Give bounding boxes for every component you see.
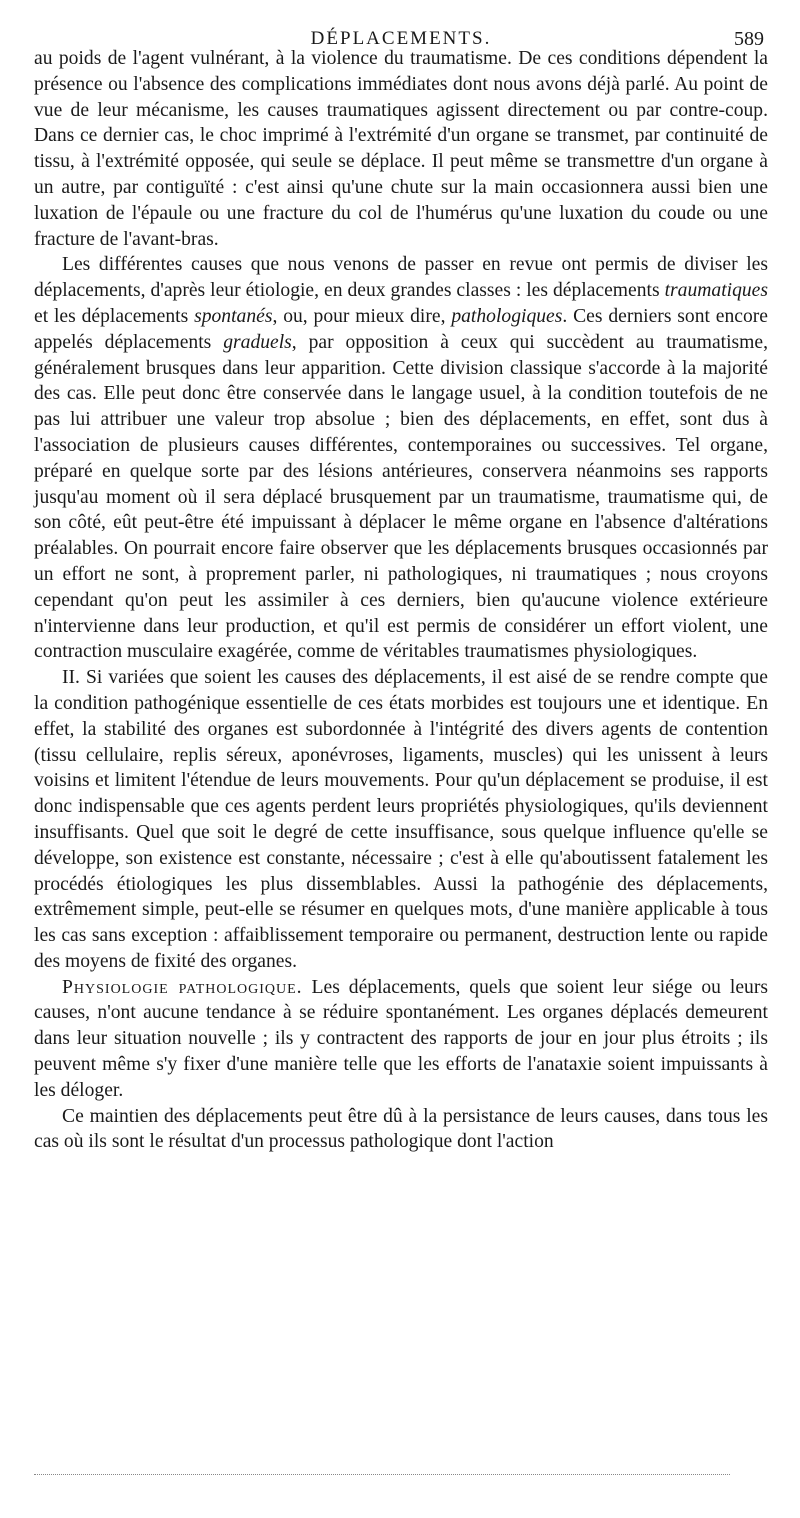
paragraph-5: Ce maintien des déplacements peut être dû à la persistance de leurs causes, dans tous les cas où ils sont le résultat d'un processus pathologique dont l'action <box>34 1105 768 1153</box>
paragraph-3: II. Si variées que soient les causes des déplacements, il est aisé de se rendre compte que la condition pathogénique essentielle de ces états morbides est toujours une et identique. En effet, la stabilité des organes est subordonnée à l'intégrité des divers agents de contention (tissu cellulaire, replis séreux, aponévroses, ligaments, muscles) qui les unissent à leurs voisins et limitent l'étendue de leurs mouvements. Pour qu'un déplacement se produise, il est donc indispensable que ces agents perdent leurs propriétés physiologiques, qu'ils deviennent insuffisants. Quel que soit le degré de cette insuffisance, sous quelque influence qu'elle se développe, son existence est constante, nécessaire ; c'est à elle qu'aboutissent fatalement les procédés étiologiques les plus dissemblables. Aussi la pathogénie des déplacements, extrêmement simple, peut-elle se résumer en quelques mots, d'une manière applicable à tous les cas sans exception : affaiblissement temporaire ou permanent, destruction lente ou rapide des moyens de fixité des organes. <box>34 667 768 972</box>
running-title: DÉPLACEMENTS. <box>310 28 492 49</box>
italic-term-graduels: graduels <box>223 331 292 353</box>
italic-term-pathologiques: pathologiques <box>451 305 563 327</box>
page-header <box>34 0 768 50</box>
italic-term-spontanes: spontanés <box>194 305 273 327</box>
text-run: et les déplacements <box>34 305 195 327</box>
footer-rule <box>34 1474 730 1475</box>
text-run: , ou, pour mieux dire, <box>272 305 452 327</box>
paragraph-2 <box>34 252 768 665</box>
text-run: , par opposition à ceux qui succèdent au traumatisme, généralement brusques dans leur apparition. Cette division classique s'accorde à la majorité des cas. Elle peut donc être conservée dans le langage usuel, à la condition toutefois de ne pas lui attribuer une valeur trop absolue ; bien des déplacements, en effet, sont dus à l'association de plusieurs causes différentes, contemporaines ou successives. Tel organe, préparé en quelque sorte par des lésions antérieures, conservera néanmoins ses rapports jusqu'au moment où il sera déplacé brusquement par un traumatisme, traumatisme qui, de son côté, eût peut-être été impuissant à déplacer le même organe en l'absence d'altérations préalables. On pourrait encore faire observer que les déplacements brusques occasionnés par un effort ne sont, à proprement parler, ni pathologiques, ni traumatiques ; nous croyons cependant qu'on peut les assimiler à ces derniers, bien qu'aucune violence extérieure n'intervienne dans leur production, et qu'il est permis de considérer un effort violent, une contraction musculaire exagérée, comme de véritables traumatismes physiologiques. <box>34 331 768 663</box>
paragraph-4 <box>34 975 768 1104</box>
body-text <box>34 46 768 1155</box>
text-run: Les différentes causes que nous venons de passer en revue ont permis de diviser les déplacements, d'après leur étiologie, en deux grandes classes : les déplacements <box>34 254 768 302</box>
section-heading: Physiologie pathologique. <box>62 976 303 998</box>
page-number: 589 <box>734 28 764 50</box>
text-run: Les déplacements, quels que soient leur siége ou leurs causes, n'ont aucune tendance à se réduire spontanément. Les organes déplacés demeurent dans leur situation nouvelle ; ils y contractent des rapports de jour en jour plus étroits ; ils peuvent même s'y fixer d'une manière telle que les efforts de l'anataxie soient impuissants à les déloger. <box>34 976 768 1101</box>
paragraph-1: au poids de l'agent vulnérant, à la violence du traumatisme. De ces conditions dépendent la présence ou l'absence des complications immédiates dont nous avons déjà parlé. Au point de vue de leur mécanisme, les causes traumatiques agissent directement ou par contre-coup. Dans ce dernier cas, le choc imprimé à l'extrémité d'un organe se transmet, par continuité de tissu, à l'extrémité opposée, qui seule se déplace. Il peut même se transmettre d'un organe à un autre, par contiguïté : c'est ainsi qu'une chute sur la main occasionnera aussi bien une luxation de l'épaule ou une fracture du col de l'humérus qu'une luxation du coude ou une fracture de l'avant-bras. <box>34 48 768 250</box>
text-run: . Ces derniers sont encore appelés déplacements <box>34 305 769 353</box>
italic-term-traumatiques: traumatiques <box>664 280 768 302</box>
